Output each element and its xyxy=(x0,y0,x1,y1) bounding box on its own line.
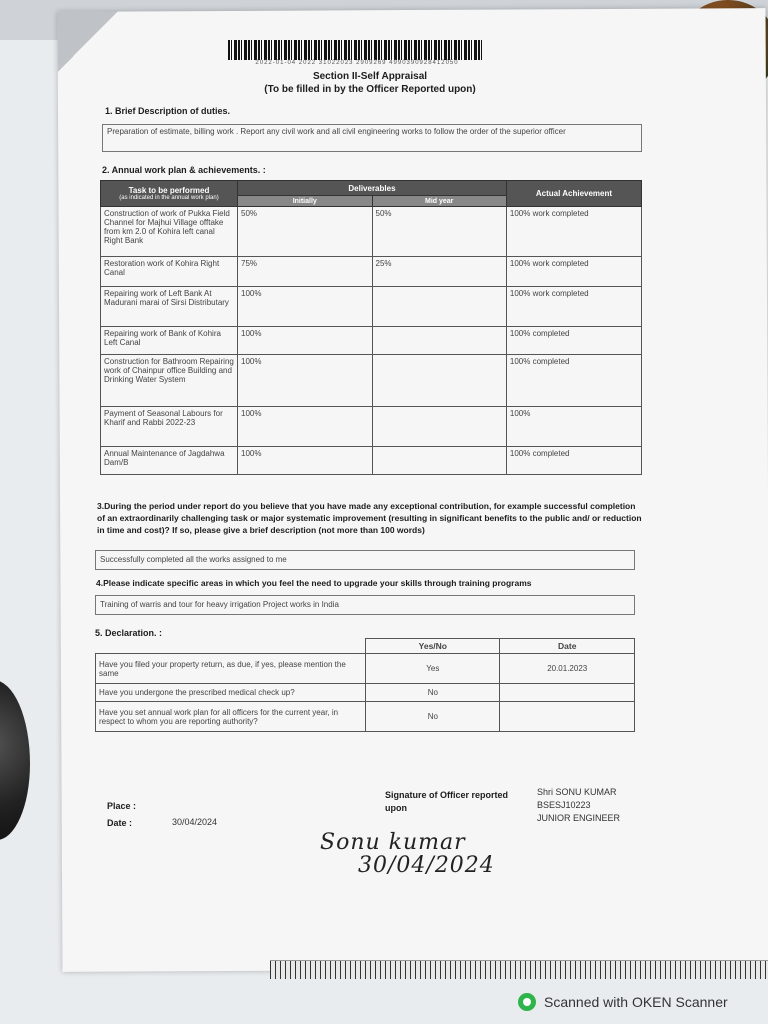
place-label: Place : xyxy=(107,801,137,811)
table-row: Construction of work of Pukka Field Channel for Majhui Village offtake from km 2.0 of Kohira left canal Right Bank 50% 50% 100% work completed xyxy=(101,207,642,257)
table-row: Have you filed your property return, as due, if yes, please mention the same Yes 20.01.2023 xyxy=(96,654,635,684)
handwritten-signature: Sonu kumar xyxy=(320,830,466,855)
contribution-question: 3.During the period under report do you believe that you have made any exceptional contribution, for example successful completion of an extraordinarily challenging task or major systematic improvement (resulting in significant benefits to the public and/ or reduction in time and cost)? If so, please give a brief description (not more than 100 words) xyxy=(97,501,642,535)
column-date: Date xyxy=(500,639,635,654)
ruler xyxy=(270,960,768,979)
signature-label: Signature of Officer reported upon xyxy=(385,790,509,813)
brief-description-heading: 1. Brief Description of duties. xyxy=(105,106,231,116)
column-mid-year: Mid year xyxy=(372,196,506,207)
declaration-heading: 5. Declaration. : xyxy=(95,628,163,638)
column-task: Task to be performed (as indicated in the annual work plan) xyxy=(101,181,238,207)
scanner-watermark xyxy=(518,990,768,1014)
table-row: Payment of Seasonal Labours for Kharif and Rabbi 2022-23 100% 100% xyxy=(101,407,642,447)
page-fold xyxy=(57,12,117,72)
table-row: Have you undergone the prescribed medical check up? No xyxy=(96,684,635,702)
work-plan-table xyxy=(100,180,642,475)
column-yes-no: Yes/No xyxy=(366,639,500,654)
column-actual: Actual Achievement xyxy=(506,181,641,207)
table-row: Have you set annual work plan for all officers for the current year, in respect to whom you are reporting authority? No xyxy=(96,702,635,732)
table-row: Repairing work of Left Bank At Madurani marai of Sirsi Distributary 100% 100% work completed xyxy=(101,287,642,327)
officer-details xyxy=(537,786,620,825)
work-plan-heading: 2. Annual work plan & achievements. : xyxy=(102,165,266,175)
section-title-text: Section II-Self Appraisal xyxy=(312,71,428,82)
training-question: 4.Please indicate specific areas in which you feel the need to upgrade your skills through training programs xyxy=(96,578,532,588)
date-value: 30/04/2024 xyxy=(172,817,218,827)
decorative-stone-left xyxy=(0,680,30,840)
date-label: Date : xyxy=(107,818,133,828)
table-row: Repairing work of Bank of Kohira Left Canal 100% 100% completed xyxy=(101,327,642,355)
section-subtitle: (To be filled in by the Officer Reported upon) xyxy=(264,84,476,95)
officer-name: Shri SONU KUMAR xyxy=(537,787,617,797)
column-initially: Initially xyxy=(238,196,372,207)
handwritten-date: 30/04/2024 xyxy=(358,853,495,878)
column-deliverables: Deliverables xyxy=(238,181,507,196)
contribution-answer: Successfully completed all the works assigned to me xyxy=(95,550,635,570)
table-row: Annual Maintenance of Jagdahwa Dam/B 100% 100% completed xyxy=(101,447,642,475)
section-title xyxy=(220,70,520,96)
barcode-number: 2022-01-04 2022 31022023 2909269 4990390928412050 xyxy=(255,60,459,66)
declaration-table xyxy=(95,638,635,732)
scanner-text: Scanned with OKEN Scanner xyxy=(544,994,728,1010)
barcode xyxy=(228,40,482,60)
document-page xyxy=(57,8,768,972)
table-row: Construction for Bathroom Repairing work of Chainpur office Building and Drinking Water System 100% 100% completed xyxy=(101,355,642,407)
brief-description-text: Preparation of estimate, billing work . Report any civil work and all civil engineering works to follow the order of the superior officer xyxy=(102,124,642,152)
training-answer: Training of warris and tour for heavy irrigation Project works in India xyxy=(95,595,635,615)
officer-designation: JUNIOR ENGINEER xyxy=(537,813,621,823)
table-row: Restoration work of Kohira Right Canal 75% 25% 100% work completed xyxy=(101,257,642,287)
officer-id: BSESJ10223 xyxy=(537,800,591,810)
scanner-logo-icon xyxy=(518,993,536,1011)
